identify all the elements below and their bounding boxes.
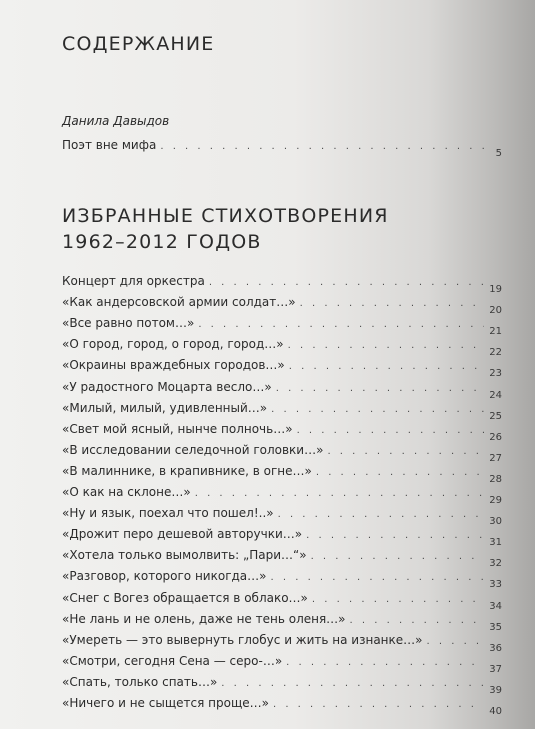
toc-entry-title: Концерт для оркестра — [62, 274, 205, 288]
toc-entry-page: 24 — [489, 389, 502, 401]
toc-entry-page: 40 — [489, 706, 502, 717]
toc-entry-page: 29 — [489, 495, 502, 506]
toc-entry-title: Поэт вне мифа — [62, 138, 157, 152]
toc-entry-page: 34 — [489, 600, 502, 612]
leader-dots — [350, 615, 484, 626]
toc-entry-title: «Как андерсовской армии солдат…» — [62, 295, 296, 310]
toc-entry[interactable] — [62, 527, 502, 549]
leader-dots — [271, 404, 484, 415]
toc-entry-page: 35 — [489, 621, 502, 633]
toc-entry-page: 37 — [489, 663, 502, 675]
toc-entry[interactable] — [62, 674, 502, 696]
leader-dots — [286, 657, 484, 668]
toc-entry-title: «Разговор, которого никогда…» — [62, 569, 267, 584]
leader-dots — [221, 678, 484, 689]
toc-entry[interactable] — [62, 400, 502, 422]
toc-entry[interactable] — [62, 421, 502, 443]
toc-entry[interactable] — [62, 442, 502, 464]
toc-entry-title: «Снег с Вогез обращается в облако…» — [62, 590, 308, 605]
leader-dots — [316, 467, 484, 478]
toc-entry[interactable] — [62, 590, 502, 612]
leader-dots — [300, 298, 484, 309]
leader-dots — [198, 319, 484, 330]
contents-heading: СОДЕРЖАНИЕ — [62, 33, 215, 55]
leader-dots — [289, 361, 484, 372]
toc-entry-page: 23 — [489, 368, 502, 380]
toc-entry-title: «Хотела только вымолвить: „Пари…“» — [62, 548, 307, 563]
leader-dots — [271, 572, 485, 583]
leader-dots — [327, 446, 484, 457]
toc-entry-page: 19 — [489, 284, 502, 295]
toc-entry-title: «О город, город, о город, город…» — [62, 337, 284, 352]
toc-entry-title: «О как на склоне…» — [62, 485, 191, 499]
toc-entry-page: 5 — [495, 148, 502, 159]
leader-dots — [288, 340, 484, 351]
leader-dots — [273, 699, 484, 710]
section-heading-line1: ИЗБРАННЫЕ СТИХОТВОРЕНИЯ — [62, 205, 389, 227]
toc-entry-page: 31 — [489, 537, 502, 549]
leader-dots — [160, 141, 484, 152]
toc-entry[interactable] — [62, 548, 502, 570]
toc-entry[interactable] — [62, 295, 502, 317]
toc-entry[interactable] — [62, 653, 502, 675]
toc-entry-page: 26 — [489, 431, 502, 443]
toc-entry-page: 27 — [489, 452, 502, 464]
toc-entry-title: «Дрожит перо дешевой авторучки…» — [62, 527, 303, 542]
toc-entry-page: 25 — [489, 410, 502, 422]
toc-entry-title: «Ну и язык, поехал что пошел!..» — [62, 506, 274, 521]
toc-entry[interactable] — [62, 632, 502, 654]
toc-entry[interactable] — [62, 337, 502, 359]
toc-entry[interactable] — [62, 485, 502, 506]
toc-entry-page: 20 — [489, 305, 502, 317]
toc-entry-intro[interactable] — [62, 138, 502, 159]
toc-entry-title: «Ничего и не сыщется проще…» — [62, 696, 269, 710]
leader-dots — [297, 425, 484, 436]
leader-dots — [311, 551, 484, 562]
section-heading-line2: 1962–2012 ГОДОВ — [62, 231, 262, 253]
leader-dots — [312, 594, 484, 605]
toc-entry-title: «В малиннике, в крапивнике, в огне…» — [62, 463, 312, 478]
toc-entry-title: «Все равно потом…» — [62, 316, 195, 331]
leader-dots — [195, 488, 484, 499]
toc-entry-title: «У радостного Моцарта весло…» — [62, 379, 272, 394]
toc-entry-page: 28 — [489, 473, 502, 485]
leader-dots — [427, 636, 485, 647]
toc-entry-title: «Милый, милый, удивленный…» — [62, 400, 268, 415]
toc-entry[interactable] — [62, 379, 502, 401]
toc-entry-page: 36 — [489, 642, 502, 654]
toc-entry-title: «Свет мой ясный, нынче полночь…» — [62, 421, 293, 436]
toc-entry[interactable] — [62, 506, 502, 528]
toc-entry-title: «Окраины враждебных городов…» — [62, 358, 285, 373]
toc-entry-page: 39 — [489, 684, 502, 696]
toc-entry-title: «Смотри, сегодня Сена — серо-…» — [62, 653, 283, 668]
intro-author: Данила Давыдов — [62, 114, 170, 128]
toc-entry[interactable] — [62, 569, 502, 591]
toc-entry[interactable] — [62, 274, 502, 295]
toc-entry[interactable] — [62, 696, 502, 717]
toc-entry-title: «Спать, только спать…» — [62, 674, 218, 689]
leader-dots — [278, 509, 484, 520]
leader-dots — [306, 530, 484, 541]
toc-entry-page: 32 — [489, 558, 502, 570]
toc-entry[interactable] — [62, 463, 502, 485]
toc-entry-page: 21 — [489, 326, 502, 338]
toc-entry-title: «Не лань и не олень, даже не тень оленя…» — [62, 611, 346, 626]
toc-entry-title: «Умереть — это вывернуть глобус и жить на изнанке…» — [62, 632, 423, 647]
toc-entry-page: 22 — [489, 347, 502, 359]
toc-entry-title: «В исследовании селедочной головки…» — [62, 442, 324, 457]
toc-entry-page: 33 — [489, 579, 502, 591]
leader-dots — [209, 277, 484, 288]
toc-entry-page: 30 — [489, 516, 502, 528]
toc-entry[interactable] — [62, 611, 502, 633]
leader-dots — [276, 383, 484, 394]
toc-entry[interactable] — [62, 358, 502, 380]
toc-entry[interactable] — [62, 316, 502, 338]
